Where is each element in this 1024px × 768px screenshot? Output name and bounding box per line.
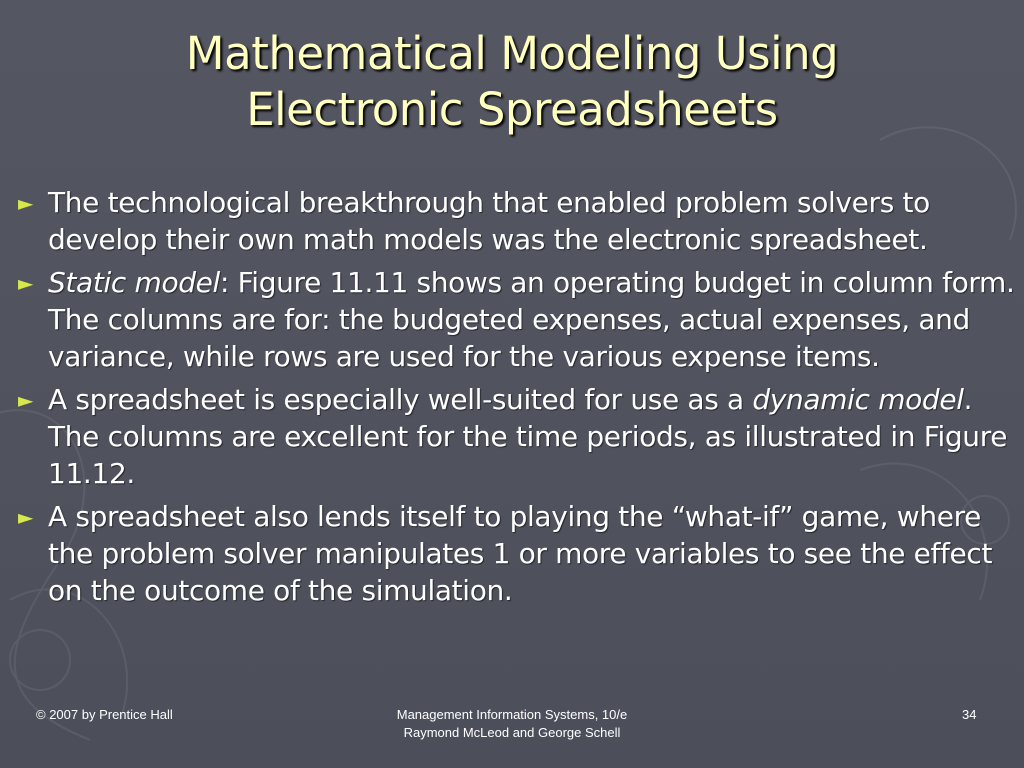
triangle-right-icon: ►	[18, 505, 34, 529]
bullet-list	[16, 184, 1020, 615]
bullet-emphasis-text: dynamic model	[752, 383, 964, 416]
bullet-lead-text: A spreadsheet is especially well-suited for use as a	[48, 383, 753, 416]
slide-title	[60, 26, 964, 138]
footer-course-info	[362, 706, 662, 742]
bullet-item	[16, 498, 1020, 609]
bullet-text: . The columns are excellent for the time periods, as illustrated in Figure 11.12.	[48, 383, 1008, 490]
bullet-text: : Figure 11.11 shows an operating budget in column form. The columns are for: the budgeted expenses, actual expenses, and variance, while rows are used for the various expense items.	[48, 266, 1015, 373]
triangle-right-icon: ►	[18, 271, 34, 295]
bullet-text: A spreadsheet also lends itself to playing the “what-if” game, where the problem solver manipulates 1 or more variables to see the effect on the outcome of the simulation.	[48, 500, 993, 607]
footer-book-title: Management Information Systems, 10/e	[396, 707, 628, 722]
footer-authors: Raymond McLeod and George Schell	[403, 725, 621, 740]
bullet-item	[16, 184, 1020, 258]
triangle-right-icon: ►	[18, 388, 34, 412]
bullet-item	[16, 264, 1020, 375]
bullet-item	[16, 381, 1020, 492]
slide-title-line-2: Electronic Spreadsheets	[246, 83, 778, 136]
triangle-right-icon: ►	[18, 191, 34, 215]
footer-copyright: © 2007 by Prentice Hall	[36, 707, 173, 722]
bullet-text: The technological breakthrough that enabled problem solvers to develop their own math models was the electronic spreadsheet.	[48, 186, 930, 256]
bullet-emphasis-text: Static model	[48, 266, 220, 299]
slide-title-line-1: Mathematical Modeling Using	[185, 27, 839, 80]
slide-number: 34	[962, 707, 977, 722]
